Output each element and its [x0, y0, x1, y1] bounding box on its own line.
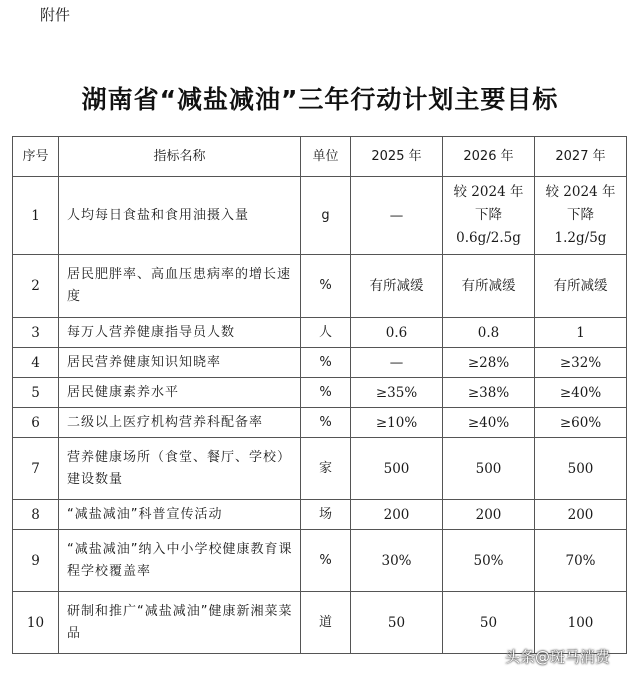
indicator-name: 营养健康场所（食堂、餐厅、学校）建设数量	[59, 438, 301, 500]
value-2026: 500	[443, 438, 535, 500]
row-number: 10	[13, 592, 59, 654]
indicator-unit: %	[301, 530, 351, 592]
header-unit: 单位	[301, 137, 351, 177]
value-2026: 50	[443, 592, 535, 654]
value-2026: 200	[443, 500, 535, 530]
indicator-unit: %	[301, 378, 351, 408]
row-number: 7	[13, 438, 59, 500]
value-2026: 0.8	[443, 318, 535, 348]
value-2027: 70%	[535, 530, 627, 592]
targets-table	[12, 136, 627, 654]
table-header-row	[13, 137, 627, 177]
value-2025: 50	[351, 592, 443, 654]
value-2026: ≥28%	[443, 348, 535, 378]
row-number: 8	[13, 500, 59, 530]
value-2026-line: 较 2024 年	[453, 184, 524, 200]
value-2027-line: 1.2g/5g	[554, 230, 607, 246]
indicator-name: 每万人营养健康指导员人数	[59, 318, 301, 348]
value-2025: ≥35%	[351, 378, 443, 408]
table-row	[13, 408, 627, 438]
value-2025: ≥10%	[351, 408, 443, 438]
row-number: 6	[13, 408, 59, 438]
value-2027: 有所减缓	[535, 255, 627, 318]
value-2026: ≥40%	[443, 408, 535, 438]
indicator-name: “减盐减油”纳入中小学校健康教育课程学校覆盖率	[59, 530, 301, 592]
table-row	[13, 530, 627, 592]
table-row	[13, 318, 627, 348]
indicator-name: “减盐减油”科普宣传活动	[59, 500, 301, 530]
value-2026: 50%	[443, 530, 535, 592]
indicator-name: 二级以上医疗机构营养科配备率	[59, 408, 301, 438]
value-2025: 0.6	[351, 318, 443, 348]
value-2026-line: 0.6g/2.5g	[456, 230, 521, 246]
header-2025: 2025 年	[351, 137, 443, 177]
indicator-name: 研制和推广“减盐减油”健康新湘菜菜品	[59, 592, 301, 654]
value-2027-line: 下降	[567, 207, 594, 223]
indicator-unit: 家	[301, 438, 351, 500]
indicator-unit: 道	[301, 592, 351, 654]
value-2027: ≥32%	[535, 348, 627, 378]
value-2025: 30%	[351, 530, 443, 592]
value-2026-line: 下降	[475, 207, 502, 223]
value-2025: —	[351, 348, 443, 378]
indicator-unit: %	[301, 348, 351, 378]
table-row	[13, 255, 627, 318]
value-2027: 1	[535, 318, 627, 348]
value-2027: ≥60%	[535, 408, 627, 438]
row-number: 3	[13, 318, 59, 348]
indicator-unit: g	[301, 177, 351, 255]
indicator-unit: 场	[301, 500, 351, 530]
value-2027: ≥40%	[535, 378, 627, 408]
attachment-label: 附件	[40, 6, 71, 24]
header-name: 指标名称	[59, 137, 301, 177]
row-number: 9	[13, 530, 59, 592]
indicator-name: 居民健康素养水平	[59, 378, 301, 408]
table-row	[13, 592, 627, 654]
value-2027: 100	[535, 592, 627, 654]
row-number: 4	[13, 348, 59, 378]
table-row	[13, 177, 627, 255]
row-number: 2	[13, 255, 59, 318]
value-2026	[443, 177, 535, 255]
row-number: 1	[13, 177, 59, 255]
value-2026: 有所减缓	[443, 255, 535, 318]
value-2025: 500	[351, 438, 443, 500]
row-number: 5	[13, 378, 59, 408]
value-2027: 500	[535, 438, 627, 500]
value-2027	[535, 177, 627, 255]
indicator-unit: %	[301, 408, 351, 438]
value-2025: 有所减缓	[351, 255, 443, 318]
indicator-name: 居民肥胖率、高血压患病率的增长速度	[59, 255, 301, 318]
value-2026: ≥38%	[443, 378, 535, 408]
page-title: 湖南省“减盐减油”三年行动计划主要目标	[81, 85, 559, 114]
indicator-name: 人均每日食盐和食用油摄入量	[59, 177, 301, 255]
value-2025: 200	[351, 500, 443, 530]
header-2027: 2027 年	[535, 137, 627, 177]
table-row	[13, 500, 627, 530]
table-row	[13, 438, 627, 500]
indicator-unit: 人	[301, 318, 351, 348]
indicator-unit: %	[301, 255, 351, 318]
value-2025: —	[351, 177, 443, 255]
table-row	[13, 348, 627, 378]
header-2026: 2026 年	[443, 137, 535, 177]
table-row	[13, 378, 627, 408]
value-2027-line: 较 2024 年	[545, 184, 616, 200]
watermark: 头条@斑马消费	[504, 648, 610, 666]
indicator-name: 居民营养健康知识知晓率	[59, 348, 301, 378]
value-2027: 200	[535, 500, 627, 530]
header-no: 序号	[13, 137, 59, 177]
